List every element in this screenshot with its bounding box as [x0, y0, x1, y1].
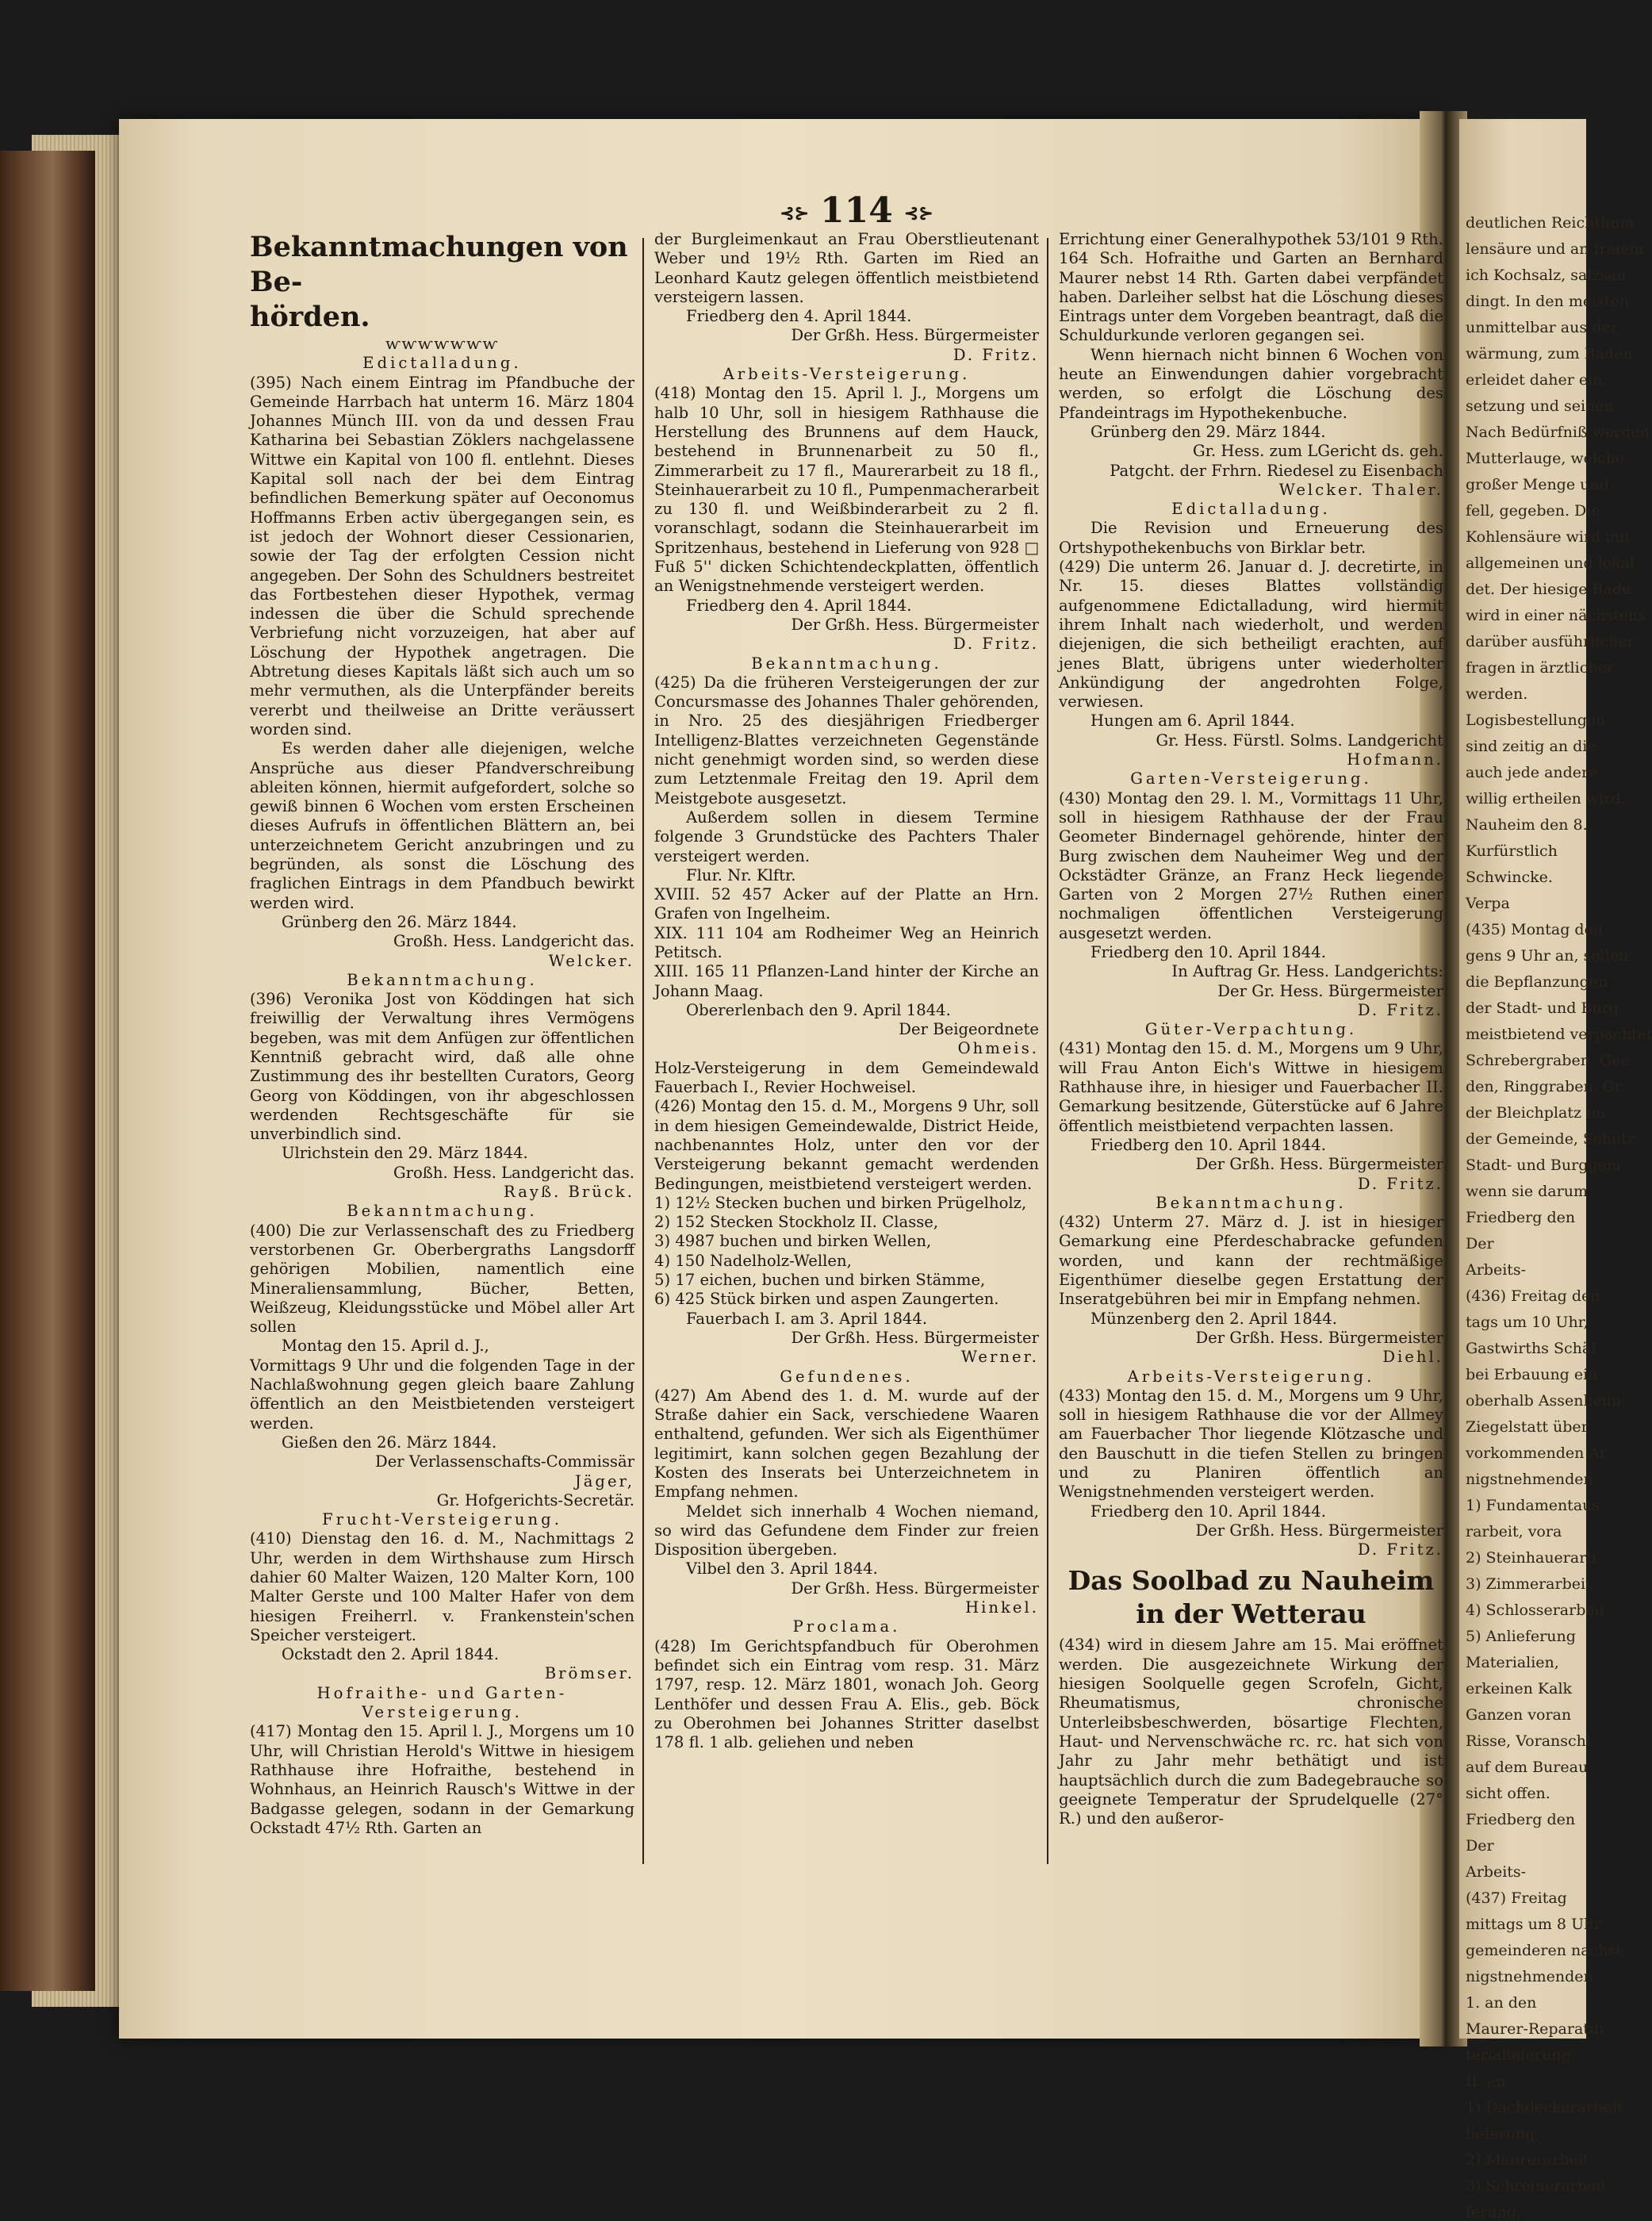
right-page-line: deutlichen Reichthum: [1466, 214, 1635, 232]
col2-paragraph: Bekanntmachung.: [751, 654, 942, 673]
right-page-line: Nach Bedürfniß werden: [1466, 424, 1650, 441]
right-page-line: tags um 10 Uhr,: [1466, 1314, 1589, 1331]
right-page-line: Schrebergraben, Gee: [1466, 1052, 1630, 1069]
col2-paragraph: Flur. Nr. Klftr.: [686, 865, 796, 884]
col1-paragraph: Edictalladung.: [362, 354, 522, 373]
col3-paragraph: Güter-Verpachtung.: [1144, 1020, 1358, 1039]
col3-paragraph: Bekanntmachung.: [1156, 1193, 1347, 1212]
right-page-line: 3) Schreinerarbeit: [1466, 2177, 1607, 2195]
col1-paragraph: Bekanntmachung.: [347, 970, 538, 989]
right-page-line: Ziegelstatt über: [1466, 1418, 1589, 1436]
page-header: [761, 190, 952, 231]
col2-paragraph: Arbeits-Versteigerung.: [723, 365, 971, 384]
right-page-line: II. an: [1466, 2073, 1506, 2090]
right-page-line: Schwincke.: [1466, 869, 1553, 886]
right-page-line: willig ertheilen wird.: [1466, 790, 1626, 807]
right-page-line: Arbeits-: [1466, 1863, 1527, 1881]
col2-paragraph: 3) 4987 buchen und birken Wellen,: [654, 1232, 932, 1251]
col1-paragraph: Grünberg den 26. März 1844.: [282, 912, 517, 931]
col2-paragraph: Der Grßh. Hess. Bürgermeister: [791, 1328, 1039, 1347]
col3-paragraph: Der Grßh. Hess. Bürgermeister: [1195, 1328, 1443, 1347]
col2-paragraph: Hinkel.: [965, 1598, 1039, 1617]
right-page-line: wenn sie darum: [1466, 1183, 1588, 1200]
col3-paragraph: (434) wird in diesem Jahre am 15. Mai eröffnet werden. Die ausgezeichnete Wirkung der hiesigen Soolquelle gegen Scrofeln, Gicht, Rheumatismus, chronische Unterleibsbeschwerden, bösartige Flechten, Haut- und Nervenschwäche rc. rc. hat sich von Jahr zu Jahr mehr bethätigt und ist hauptsächlich durch die zum Badegebrauche so geeignete Temperatur der Sprudelquelle (27° R.) und den außeror-: [1059, 1636, 1443, 1828]
col2-paragraph: Proclama.: [792, 1617, 901, 1636]
column-rule-2: [1047, 238, 1048, 1864]
right-page-line: Nauheim den 8.: [1466, 816, 1588, 834]
col2-paragraph: der Burgleimenkaut an Frau Oberstlieutenant Weber und 19½ Rth. Garten im Ried an Leonhard Kautz gelegen öffentlich meistbietend versteigern lassen.: [654, 230, 1039, 306]
col3-paragraph: (430) Montag den 29. l. M., Vormittags 11 Uhr, soll in hiesigem Rathhause der der Frau Geometer Bindernagel gehörende, hinter der Burg zwischen dem Nauheimer Weg und der Ockstädter Gränze, an Franz Heck liegende Garten von 2 Morgen 27½ Ruthen einer nochmaligen öffentlichen Versteigerung ausgesetzt werden.: [1059, 788, 1443, 942]
right-page-line: 2) Maurerarbeit: [1466, 2151, 1589, 2169]
col2-paragraph: Der Grßh. Hess. Bürgermeister: [791, 326, 1039, 345]
col3-paragraph: D. Fritz.: [1357, 1174, 1443, 1193]
col1-paragraph: Welcker.: [548, 951, 634, 970]
col3-paragraph: Der Grßh. Hess. Bürgermeister: [1195, 1521, 1443, 1540]
right-page-line: werden.: [1466, 685, 1528, 703]
right-page-line: terialieferung,: [1466, 2046, 1576, 2064]
right-page-line: dingt. In den meisten: [1466, 293, 1630, 310]
right-page-line: allgemeinen und lokal: [1466, 554, 1635, 572]
col3-paragraph: Gr. Hess. Fürstl. Solms. Landgericht: [1156, 731, 1443, 750]
col2-paragraph: D. Fritz.: [952, 635, 1039, 654]
col1-paragraph: Es werden daher alle diejenigen, welche Ansprüche aus dieser Pfandverschreibung ableiten können, hiermit aufgefordert, solche so gewiß binnen 6 Wochen vom ersten Erscheinen dieses Aufrufs in öffentlichen Blättern an, bei unterzeichnetem Gericht anzubringen und zu begründen, als sonst die Löschung des fraglichen Eintrags in dem Pfandbuch bewirkt werden wird.: [250, 739, 634, 912]
right-page-line: Maurer-Reparatur: [1466, 2020, 1607, 2038]
right-page-line: 1. an den: [1466, 1994, 1537, 2012]
right-page-line: Materialien,: [1466, 1654, 1559, 1671]
right-page-line: 5) Anlieferung: [1466, 1628, 1576, 1645]
right-page-line: det. Der hiesige Bade: [1466, 581, 1631, 598]
right-page-line: 3) Zimmerarbeit: [1466, 1575, 1592, 1593]
col2-paragraph: XIII. 165 11 Pflanzen-Land hinter der Kirche an Johann Maag.: [654, 962, 1039, 1000]
col2-paragraph: (427) Am Abend des 1. d. M. wurde auf der Straße dahier ein Sack, verschiedene Waaren enthaltend, gefunden. Wer sich als Eigenthümer legitimirt, kann solchen gegen Bezahlung der Kosten des Inserats bei Unterzeichnetem in Empfang nehmen.: [654, 1386, 1039, 1502]
col3-paragraph: In Auftrag Gr. Hess. Landgerichts:: [1171, 962, 1443, 981]
header-ornament-right: ⊰⊱: [903, 202, 933, 224]
col1-paragraph: Gießen den 26. März 1844.: [282, 1433, 497, 1452]
right-page-line: auf dem Bureau: [1466, 1759, 1589, 1776]
right-page-line: mittags um 8 Uhr,: [1466, 1916, 1604, 1933]
col2-paragraph: Ohmeis.: [957, 1039, 1039, 1058]
right-page-line: (437) Freitag: [1466, 1889, 1567, 1907]
right-page-line: Friedberg den: [1466, 1209, 1576, 1226]
col1-paragraph: (410) Dienstag den 16. d. M., Nachmittags 2 Uhr, werden in dem Wirthshause zum Hirsch dahier 60 Malter Waizen, 120 Malter Korn, 100 Malter Gerste und 100 Malter Hafer von dem hiesigen Freiherrl. v. Frankenstein'schen Speicher versteigert.: [250, 1529, 634, 1644]
right-page-line: Verpa: [1466, 895, 1510, 912]
col3-paragraph: Arbeits-Versteigerung.: [1127, 1367, 1375, 1386]
col2-paragraph: D. Fritz.: [952, 345, 1039, 364]
right-page-fragment: [1459, 119, 1652, 2221]
col3-paragraph: Das Soolbad zu Nauheim in der Wetterau: [1067, 1565, 1435, 1630]
right-page-line: den, Ringgraben, Gr: [1466, 1078, 1623, 1095]
col2-paragraph: 6) 425 Stück birken und aspen Zaungerten.: [654, 1290, 999, 1309]
right-page-line: Mutterlauge, welche: [1466, 450, 1625, 467]
right-page-line: 1) Dachdeckerarbeit: [1466, 2099, 1623, 2116]
right-page-line: erleidet daher ein: [1466, 371, 1603, 389]
col2-paragraph: Der Grßh. Hess. Bürgermeister: [791, 615, 1039, 634]
col3-paragraph: Garten-Versteigerung.: [1130, 769, 1372, 788]
col3-paragraph: Welcker. Thaler.: [1278, 480, 1443, 499]
right-page-line: großer Menge und: [1466, 476, 1609, 493]
col2-paragraph: (425) Da die früheren Versteigerungen der zur Concursmasse des Johannes Thaler gehörenden, in Nro. 25 des diesjährigen Friedberger Intelligenz-Blattes verzeichneten Gegenstände nicht genehmigt worden sind, so werden diese zum Letztenmale Freitag den 19. April dem Meistgebote ausgesetzt.: [654, 673, 1039, 807]
right-page-line: bei Erbauung ein: [1466, 1366, 1598, 1383]
col3-paragraph: D. Fritz.: [1357, 1000, 1443, 1019]
right-page-line: der Gemeinde, Schütz: [1466, 1130, 1635, 1148]
col2-paragraph: Meldet sich innerhalb 4 Wochen niemand, so wird das Gefundene dem Finder zur freien Disposition übergeben.: [654, 1502, 1039, 1559]
right-page-line: erkeinen Kalk: [1466, 1680, 1573, 1697]
col2-paragraph: 5) 17 eichen, buchen und birken Stämme,: [654, 1271, 986, 1290]
col1-paragraph: Der Verlassenschafts-Commissär: [375, 1452, 634, 1471]
right-page-line: nigstnehmenden: [1466, 1968, 1593, 1985]
right-page-line: Stadt- und Burggem: [1466, 1157, 1621, 1174]
col2-paragraph: Außerdem sollen in diesem Termine folgende 3 Grundstücke des Pachters Thaler versteigert werden.: [654, 807, 1039, 865]
col3-paragraph: Edictalladung.: [1171, 500, 1331, 519]
right-page-line: oberhalb Assenheim: [1466, 1392, 1622, 1410]
right-page-line: 2) Steinhauerarb: [1466, 1549, 1596, 1567]
col3-paragraph: Grünberg den 29. März 1844.: [1090, 422, 1326, 441]
col3-paragraph: Hofmann.: [1347, 750, 1443, 769]
col3-paragraph: D. Fritz.: [1357, 1540, 1443, 1559]
col3-paragraph: Errichtung einer Generalhypothek 53/101 9 Rth. 164 Sch. Hofraithe und Garten an Bernhard Maurer nebst 14 Rth. Garten dabei verpfändet haben. Darleiher selbst hat die Löschung dieses Eintrags unter dem Vorgeben beantragt, daß die Schuldurkunde verloren gegangen sei.: [1059, 230, 1444, 345]
col3-paragraph: Hungen am 6. April 1844.: [1090, 712, 1295, 731]
col3-paragraph: Der Gr. Hess. Bürgermeister: [1217, 981, 1443, 1000]
right-page-line: gemeinderen nachst: [1466, 1942, 1622, 1959]
col1-paragraph: Großh. Hess. Landgericht das.: [393, 1163, 634, 1182]
col2-paragraph: Werner.: [960, 1348, 1039, 1367]
col2-paragraph: Der Beigeordnete: [899, 1020, 1039, 1039]
right-page-line: unmittelbar aus der: [1466, 319, 1618, 336]
col1-paragraph: Bekanntmachung.: [347, 1202, 538, 1221]
right-page-line: lieferung,: [1466, 2125, 1540, 2142]
col2-paragraph: Fauerbach I. am 3. April 1844.: [686, 1309, 928, 1328]
col3-paragraph: Gr. Hess. zum LGericht ds. geh.: [1193, 442, 1443, 461]
col2-paragraph: 1) 12½ Stecken buchen und birken Prügelholz,: [654, 1193, 1027, 1212]
col1-paragraph: Rayß. Brück.: [504, 1183, 634, 1202]
col2-paragraph: Friedberg den 4. April 1844.: [686, 307, 912, 326]
col1-paragraph: (395) Nach einem Eintrag im Pfandbuche der Gemeinde Harrbach hat unterm 16. März 1804 Johannes Münch III. von da und dessen Frau Katharina bei Sebastian Zöklers nachgelassene Wittwe ein Kapital von 100 fl. entlehnt. Dieses Kapital soll nach der bei dem Eintrag befindlichen Bemerkung später auf Oeconomus Hoffmanns Erben activ übergegangen sein, es ist jedoch der Wohnort dieser Cessionarien, sowie der Tag der erfolgten Cession nicht angegeben. Der Sohn des Schuldners bestreitet das Fortbestehen dieser Hypothek, vermag indessen die über die Schuld sprechende Verbriefung nicht vorzuzeigen, hat aber auf Löschung der Hypothek angetragen. Die Abtretung dieses Kapitals läßt sich auch um so mehr vermuthen, als die Unterpfänder bereits vererbt und theilweise an Dritte veräussert worden sind.: [250, 373, 634, 738]
col1-paragraph: hörden.: [250, 301, 370, 333]
col2-paragraph: XIX. 111 104 am Rodheimer Weg an Heinrich Petitsch.: [654, 923, 1039, 961]
col3-paragraph: Wenn hiernach nicht binnen 6 Wochen von heute an Einwendungen dahier vorgebracht werden, so erfolgt die Löschung des Pfandeintrags im Hypothekenbuche.: [1059, 345, 1443, 422]
right-page-line: vorkommenden Ar: [1466, 1444, 1608, 1462]
right-page-line: 1) Fundamentaus: [1466, 1497, 1600, 1514]
col3-paragraph: Der Grßh. Hess. Bürgermeister: [1195, 1155, 1443, 1174]
col3-paragraph: Münzenberg den 2. April 1844.: [1090, 1309, 1337, 1328]
col1-paragraph: Gr. Hofgerichts-Secretär.: [436, 1490, 634, 1509]
right-page-line: darüber ausführlicher: [1466, 633, 1635, 650]
right-page-line: fell, gegeben. Die: [1466, 502, 1600, 520]
right-page-line: Logisbestellungen: [1466, 712, 1606, 729]
col2-paragraph: 2) 152 Stecken Stockholz II. Classe,: [654, 1213, 939, 1232]
col2-paragraph: Vilbel den 3. April 1844.: [686, 1559, 878, 1578]
header-ornament-left: ⊰⊱: [780, 202, 810, 224]
right-page-line: rarbeit, vora: [1466, 1523, 1562, 1540]
right-page-line: lensäure und an freiem: [1466, 240, 1644, 258]
right-page-line: sicht offen.: [1466, 1785, 1550, 1802]
right-page-line: meistbietend verpachtet: [1466, 1026, 1652, 1043]
col3-paragraph: Diehl.: [1382, 1348, 1443, 1367]
page-number: 114: [820, 190, 893, 231]
col1-paragraph: ⱳⱳⱳⱳⱳⱳⱳ: [385, 335, 499, 353]
right-page-line: sind zeitig an die: [1466, 738, 1596, 755]
right-page-line: 4) Schlosserarbeit: [1466, 1601, 1606, 1619]
column-3: [1059, 230, 1443, 1828]
col3-paragraph: (433) Montag den 15. d. M., Morgens um 9 Uhr, soll in hiesigem Rathhause die vor der Allmey am Fauerbacher Thor liegende Klötzasche und den Bauschutt in die tiefen Stellen zu bringen und zu Planiren öffentlich an Wenigstnehmenden versteigert werden.: [1059, 1386, 1443, 1502]
col1-paragraph: (396) Veronika Jost von Köddingen hat sich freiwillig der Verwaltung ihres Vermögens begeben, was mit dem Anfügen zur öffentlichen Kenntniß gebracht wird, daß alle ohne Zustimmung des ihr bestellten Curators, Georg Georg von Köddingen, von ihr abgeschlossen werdenden Rechtsgeschäfte für sie unverbindlich sind.: [250, 990, 634, 1144]
col1-paragraph: Hofraithe- und Garten-Versteigerung.: [316, 1683, 568, 1722]
column-1: [250, 230, 634, 1838]
col3-paragraph: (432) Unterm 27. März d. J. ist in hiesiger Gemarkung eine Pferdeschabracke gefunden worden, und kann der rechtmäßige Eigenthümer dieselbe gegen Erstattung der Inseratgebühren bei mir in Empfang nehmen.: [1059, 1213, 1443, 1309]
right-page-line: Der: [1466, 1235, 1494, 1252]
col2-paragraph: Friedberg den 4. April 1844.: [686, 596, 912, 615]
col1-paragraph: Bekanntmachungen von Be-: [250, 231, 628, 298]
col2-paragraph: (418) Montag den 15. April l. J., Morgens um halb 10 Uhr, soll in hiesigem Rathhause die Herstellung des Brunnens auf dem Hauck, bestehend in Brunnenarbeit zu 50 fl., Zimmerarbeit zu 17 fl., Maurerarbeit zu 18 fl., Steinhauerarbeit zu 10 fl., Pumpenmacherarbeit zu 130 fl. und Weißbinderarbeit zu 2 fl. voranschlagt, sodann die Steinhauerarbeit im Spritzenhaus, bestehend in Lieferung von 928 □ Fuß 5'' dicken Schichtendeckplatten, öffentlich an Wenigstnehmende versteigert werden.: [654, 384, 1039, 596]
col2-paragraph: (428) Im Gerichtspfandbuch für Oberohmen befindet sich ein Eintrag vom resp. 31. März 1797, resp. 12. März 1801, wonach Joh. Georg Lenthöfer und dessen Frau A. Elis., geb. Böck zu Oberohmen bei Johannes Stritter daselbst 178 fl. 1 alb. geliehen und neben: [654, 1636, 1039, 1752]
right-page-line: (436) Freitag den: [1466, 1287, 1600, 1305]
right-page-line: (435) Montag den: [1466, 921, 1604, 938]
right-page-line: wärmung, zum Baden: [1466, 345, 1633, 362]
col3-paragraph: Patgcht. der Frhrn. Riedesel zu Eisenbach: [1110, 461, 1443, 480]
right-page-line: Friedberg den: [1466, 1811, 1576, 1828]
col2-paragraph: Der Grßh. Hess. Bürgermeister: [791, 1578, 1039, 1598]
col1-paragraph: Großh. Hess. Landgericht das.: [393, 932, 634, 951]
col1-paragraph: (417) Montag den 15. April l. J., Morgens um 10 Uhr, will Christian Herold's Wittwe in hiesigem Rathhause ihre Hofraithe, bestehend in Wohnhaus, an Heinrich Rausch's Wittwe in der Badgasse gelegen, sodann in der Gemarkung Ockstadt 47½ Rth. Garten an: [250, 1722, 634, 1837]
col1-paragraph: Ulrichstein den 29. März 1844.: [282, 1144, 528, 1163]
col1-paragraph: Ockstadt den 2. April 1844.: [282, 1645, 499, 1664]
right-page-line: gens 9 Uhr an, sollen: [1466, 947, 1629, 965]
right-page-line: die Bepflanzungen: [1466, 973, 1608, 991]
right-page-line: wird in einer nächstens: [1466, 607, 1646, 624]
right-page-line: Der: [1466, 1837, 1494, 1855]
right-page-line: der Bleichplatz im: [1466, 1104, 1606, 1122]
col2-paragraph: XVIII. 52 457 Acker auf der Platte an Hrn. Grafen von Ingelheim.: [654, 885, 1039, 923]
col1-paragraph: Brömser.: [544, 1664, 634, 1683]
col2-paragraph: Obererlenbach den 9. April 1844.: [686, 1000, 951, 1019]
col3-paragraph: Friedberg den 10. April 1844.: [1090, 1502, 1326, 1521]
right-page-line: Kohlensäure wird mit: [1466, 528, 1631, 546]
col3-paragraph: Friedberg den 10. April 1844.: [1090, 1135, 1326, 1154]
col1-paragraph: Jäger,: [574, 1471, 634, 1490]
right-page-line: Risse, Voranschl: [1466, 1732, 1591, 1750]
col3-paragraph: (431) Montag den 15. d. M., Morgens um 9 Uhr, will Frau Anton Eich's Wittwe in hiesigem Rathhause ihre, in hiesiger und Fauerbacher II. Gemarkung besitzende, Güterstücke auf 6 Jahre öffentlich meistbietend verpachten lassen.: [1059, 1039, 1443, 1135]
right-page-line: Kurfürstlich: [1466, 842, 1558, 860]
col2-paragraph: Holz-Versteigerung in dem Gemeindewald Fauerbach I., Revier Hochweisel.: [654, 1058, 1039, 1097]
col1-paragraph: Montag den 15. April d. J.,: [282, 1337, 489, 1356]
right-page-line: fragen in ärztlicher: [1466, 659, 1614, 677]
right-page-line: nigstnehmenden: [1466, 1471, 1593, 1488]
col3-paragraph: (429) Die unterm 26. Januar d. J. decretirte, in Nr. 15. dieses Blattes vollständig aufgenommene Edictalladung, wird hiermit ihrem Inhalt nach wiederholt, und werden diejenigen, die sich betheiligt erachten, auf jenes Blatt, übrigens unter wiederholter Ankündigung der angedrohten Folge, verwiesen.: [1059, 558, 1443, 712]
right-page-line: Gastwirths Schäf: [1466, 1340, 1597, 1357]
right-page-line: Ganzen voran: [1466, 1706, 1572, 1724]
right-page-line: ich Kochsalz, salzsau: [1466, 267, 1627, 284]
col3-paragraph: Die Revision und Erneuerung des Ortshypothekenbuchs von Birklar betr.: [1059, 519, 1443, 557]
right-page-line: setzung und seinen: [1466, 397, 1614, 415]
col1-paragraph: (400) Die zur Verlassenschaft des zu Friedberg verstorbenen Gr. Oberbergraths Langsdorff gehörigen Mobilien, namentlich eine Mineraliensammlung, Bücher, Betten, Weißzeug, Kleidungsstücke und Möbel aller Art sollen: [250, 1221, 634, 1337]
book-cover-edge: [0, 151, 95, 1991]
col1-paragraph: Frucht-Versteigerung.: [322, 1510, 562, 1529]
column-2: [654, 230, 1039, 1752]
right-page-line: der Stadt- und Burg: [1466, 999, 1619, 1017]
right-page-line: Arbeits-: [1466, 1261, 1527, 1279]
column-rule-1: [642, 238, 644, 1864]
col2-paragraph: (426) Montag den 15. d. M., Morgens 9 Uhr, soll in dem hiesigen Gemeindewalde, District Heide, nachbenanntes Holz, unter den vor der Versteigerung bekannt gemacht werdenden Bedingungen, meistbietend versteigert werden.: [654, 1097, 1039, 1193]
right-page-line: auch jede andere: [1466, 764, 1598, 781]
col2-paragraph: 4) 150 Nadelholz-Wellen,: [654, 1251, 852, 1270]
right-page-line: ferung,: [1466, 2204, 1522, 2221]
col3-paragraph: Friedberg den 10. April 1844.: [1090, 942, 1326, 961]
col2-paragraph: Gefundenes.: [780, 1367, 914, 1386]
col1-paragraph: Vormittags 9 Uhr und die folgenden Tage in der Nachlaßwohnung gegen gleich baare Zahlung öffentlich an den Meistbietenden versteigert werden.: [250, 1356, 634, 1433]
